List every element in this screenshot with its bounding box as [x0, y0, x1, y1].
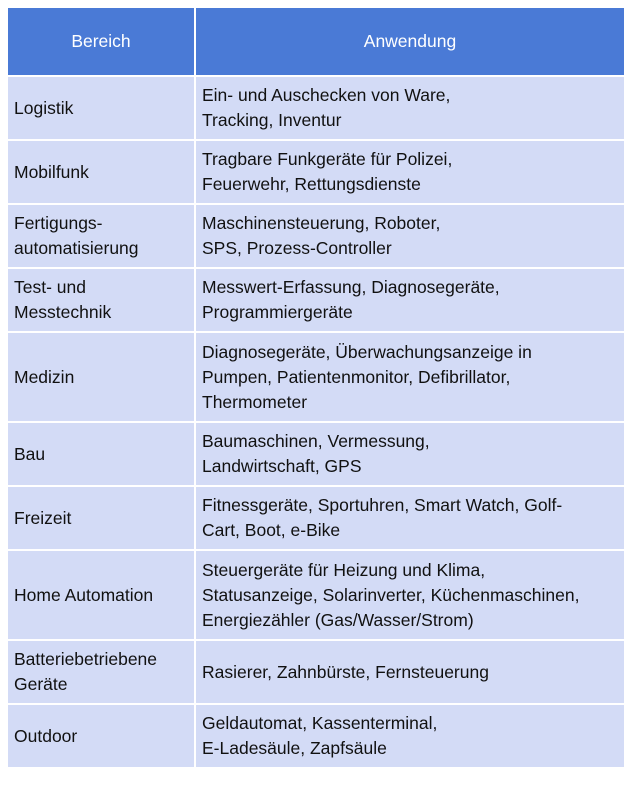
cell-text: Maschinensteuerung, Roboter, — [202, 213, 441, 233]
application-table — [6, 6, 626, 769]
cell-bereich — [7, 140, 195, 204]
cell-text: Logistik — [14, 97, 74, 118]
cell-text: SPS, Prozess-Controller — [202, 238, 392, 258]
cell-anwendung — [195, 204, 625, 268]
table-row — [7, 332, 625, 422]
table-row — [7, 76, 625, 140]
cell-bereich — [7, 422, 195, 486]
table-row — [7, 204, 625, 268]
table-row — [7, 550, 625, 640]
cell-anwendung — [195, 422, 625, 486]
cell-text: Statusanzeige, Solarinverter, Küchenmaschinen, — [202, 584, 580, 605]
cell-text: Steuergeräte für Heizung und Klima, — [202, 559, 486, 580]
application-table-container — [6, 6, 624, 769]
cell-text: Messtechnik — [14, 302, 112, 322]
table-row — [7, 640, 625, 704]
cell-text: Rasierer, Zahnbürste, Fernsteuerung — [202, 661, 489, 682]
cell-bereich — [7, 550, 195, 640]
cell-text: Geräte — [14, 674, 68, 694]
table-header-row — [7, 7, 625, 76]
cell-text: Programmiergeräte — [202, 302, 353, 322]
table-row — [7, 704, 625, 768]
cell-text: Fitnessgeräte, Sportuhren, Smart Watch, Golf- — [202, 495, 563, 515]
cell-text: Mobilfunk — [14, 161, 89, 182]
cell-text: Diagnosegeräte, Überwachungsanzeige in — [202, 341, 532, 362]
cell-text: Cart, Boot, e-Bike — [202, 520, 341, 540]
cell-anwendung — [195, 550, 625, 640]
cell-anwendung — [195, 76, 625, 140]
cell-text: Tracking, Inventur — [202, 110, 342, 130]
cell-text: Geldautomat, Kassenterminal, — [202, 713, 438, 733]
cell-text: Landwirtschaft, GPS — [202, 456, 362, 476]
cell-text: Energiezähler (Gas/Wasser/Strom) — [202, 609, 474, 630]
table-row — [7, 140, 625, 204]
cell-text: Messwert-Erfassung, Diagnosegeräte, — [202, 277, 500, 297]
cell-text: Tragbare Funkgeräte für Polizei, — [202, 149, 453, 169]
cell-text: E-Ladesäule, Zapfsäule — [202, 738, 387, 758]
cell-text: Bau — [14, 443, 46, 464]
cell-text: Feuerwehr, Rettungsdienste — [202, 174, 421, 194]
cell-anwendung — [195, 332, 625, 422]
cell-bereich — [7, 332, 195, 422]
cell-bereich — [7, 76, 195, 140]
cell-bereich — [7, 268, 195, 332]
cell-text: Freizeit — [14, 507, 72, 528]
cell-text: Medizin — [14, 366, 75, 387]
header-bereich: Bereich — [7, 7, 195, 76]
cell-anwendung — [195, 640, 625, 704]
cell-text: Baumaschinen, Vermessung, — [202, 431, 430, 451]
header-anwendung: Anwendung — [195, 7, 625, 76]
cell-bereich — [7, 640, 195, 704]
cell-text: Outdoor — [14, 725, 78, 746]
cell-text: Home Automation — [14, 584, 154, 605]
cell-bereich — [7, 486, 195, 550]
table-body — [7, 76, 625, 768]
table-row — [7, 268, 625, 332]
cell-anwendung — [195, 704, 625, 768]
table-row — [7, 422, 625, 486]
cell-text: Test- und — [14, 277, 86, 297]
cell-anwendung — [195, 268, 625, 332]
cell-text: Thermometer — [202, 391, 308, 412]
cell-text: Fertigungs- — [14, 213, 103, 233]
cell-bereich — [7, 704, 195, 768]
table-row — [7, 486, 625, 550]
cell-text: automatisierung — [14, 238, 139, 258]
cell-text: Ein- und Auschecken von Ware, — [202, 85, 451, 105]
cell-anwendung — [195, 140, 625, 204]
cell-text: Pumpen, Patientenmonitor, Defibrillator, — [202, 366, 511, 387]
cell-bereich — [7, 204, 195, 268]
cell-anwendung — [195, 486, 625, 550]
cell-text: Batteriebetriebene — [14, 649, 158, 669]
